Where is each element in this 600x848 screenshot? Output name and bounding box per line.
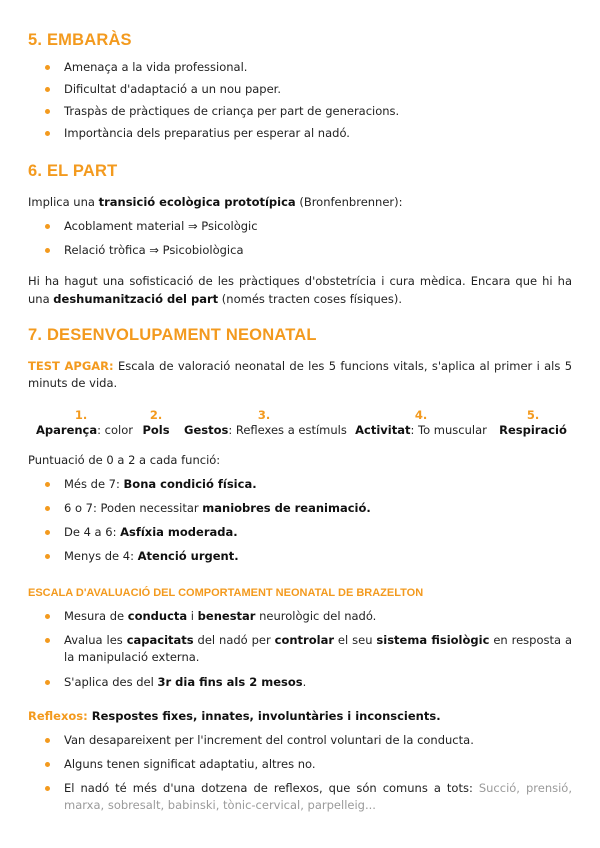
apgar-item-2 bbox=[136, 408, 176, 438]
list-item bbox=[28, 500, 572, 516]
section-7-title: 7. DESENVOLUPAMENT NEONATAL bbox=[28, 326, 317, 344]
apgar-label-text bbox=[136, 423, 176, 438]
apgar-item-1 bbox=[36, 408, 133, 438]
section-6-title: 6. EL PART bbox=[28, 162, 118, 180]
list-item bbox=[28, 780, 572, 814]
apgar-item-5 bbox=[494, 408, 572, 438]
bold-text: 3r dia fins als 2 mesos bbox=[157, 675, 303, 689]
text: : color bbox=[97, 423, 133, 437]
brazelton-list bbox=[28, 608, 572, 690]
text: Avalua les bbox=[64, 633, 127, 647]
bold-text: benestar bbox=[197, 609, 256, 623]
list-item bbox=[28, 674, 572, 690]
bold-text: deshumanització del part bbox=[53, 292, 219, 306]
text: del nadó per bbox=[193, 633, 275, 647]
apgar-number: 1. bbox=[74, 408, 88, 422]
apgar-items bbox=[28, 408, 572, 440]
bold-text: sistema fisiològic bbox=[376, 633, 490, 647]
text: (només tracten coses físiques). bbox=[218, 292, 402, 306]
text: Hi ha hagut una sofisticació de les pràctiques d'obstetrícia i cura mèdica. Encara que hi ha una bbox=[28, 274, 572, 306]
list-item: Acoblament material ⇒ Psicològic bbox=[28, 218, 572, 234]
list-item: Dificultat d'adaptació a un nou paper. bbox=[28, 81, 572, 97]
apgar-label-text bbox=[354, 423, 488, 438]
text: neurològic del nadó. bbox=[255, 609, 377, 623]
reflexes-list bbox=[28, 732, 572, 814]
apgar-label-text bbox=[36, 423, 133, 438]
reflexes-label: Reflexos: bbox=[28, 709, 88, 723]
list-item: Alguns tenen significat adaptatiu, altres no. bbox=[28, 756, 572, 772]
list-item bbox=[28, 608, 572, 624]
text: Menys de 4: bbox=[64, 549, 138, 563]
list-item: Traspàs de pràctiques de criança per part de generacions. bbox=[28, 103, 572, 119]
bold-text: Gestos bbox=[184, 423, 229, 437]
text: Mesura de bbox=[64, 609, 128, 623]
apgar-description bbox=[28, 358, 572, 392]
list-item bbox=[28, 548, 572, 564]
list-item: Relació tròfica ⇒ Psicobiològica bbox=[28, 242, 572, 258]
brazelton-title: ESCALA D'AVALUACIÓ DEL COMPORTAMENT NEONATAL DE BRAZELTON bbox=[28, 587, 424, 599]
apgar-label: TEST APGAR: bbox=[28, 359, 114, 373]
bold-text: maniobres de reanimació. bbox=[202, 501, 371, 515]
text: en resposta a la manipulació externa. bbox=[64, 633, 573, 664]
bold-text: Aparença bbox=[36, 423, 98, 437]
section-6-paragraph bbox=[28, 272, 572, 308]
list-item: Importància dels preparatius per esperar al nadó. bbox=[28, 125, 572, 141]
text: : Reflexes a estímuls bbox=[228, 423, 347, 437]
list-item bbox=[28, 632, 572, 666]
text: Implica una bbox=[28, 195, 99, 209]
text: 6 o 7: Poden necessitar bbox=[64, 501, 203, 515]
apgar-number: 2. bbox=[149, 408, 163, 422]
apgar-label-text bbox=[184, 423, 347, 438]
bold-text: Atenció urgent. bbox=[137, 549, 239, 563]
bold-text: transició ecològica prototípica bbox=[98, 195, 296, 209]
bold-text: Respiració bbox=[499, 423, 567, 437]
apgar-item-3 bbox=[184, 408, 347, 438]
bold-text: capacitats bbox=[126, 633, 194, 647]
section-5-title: 5. EMBARÀS bbox=[28, 31, 132, 49]
bold-text: Asfíxia moderada. bbox=[120, 525, 238, 539]
list-item: Amenaça a la vida professional. bbox=[28, 59, 572, 75]
apgar-number: 3. bbox=[257, 408, 271, 422]
score-intro: Puntuació de 0 a 2 a cada funció: bbox=[28, 453, 221, 467]
bold-text: Pols bbox=[142, 423, 170, 437]
bold-text: Respostes fixes, innates, involuntàries i inconscients. bbox=[87, 709, 441, 723]
section-6-list bbox=[28, 218, 572, 258]
reflexes-intro bbox=[28, 708, 572, 724]
muted-text: Succió, prensió, marxa, sobresalt, babinski, tònic-cervical, parpelleig... bbox=[64, 781, 572, 812]
text: Escala de valoració neonatal de les 5 funcions vitals, s'aplica al primer i als 5 minuts de vida. bbox=[28, 359, 573, 390]
list-item bbox=[28, 476, 572, 492]
text: De 4 a 6: bbox=[64, 525, 121, 539]
text: El nadó té més d'una dotzena de reflexos, que són comuns a tots: bbox=[64, 781, 479, 795]
text: . bbox=[302, 675, 307, 689]
bold-text: Bona condició física. bbox=[123, 477, 257, 491]
apgar-number: 4. bbox=[414, 408, 428, 422]
apgar-item-4 bbox=[354, 408, 488, 438]
text: (Bronfenbrenner): bbox=[295, 195, 403, 209]
list-item bbox=[28, 524, 572, 540]
text: S'aplica des del bbox=[64, 675, 158, 689]
apgar-number: 5. bbox=[526, 408, 540, 422]
list-item: Van desapareixent per l'increment del control voluntari de la conducta. bbox=[28, 732, 572, 748]
section-5-list bbox=[28, 59, 572, 141]
text: : To muscular bbox=[410, 423, 487, 437]
bold-text: conducta bbox=[127, 609, 188, 623]
text: el seu bbox=[334, 633, 377, 647]
text: i bbox=[187, 609, 198, 623]
bold-text: Activitat bbox=[355, 423, 411, 437]
section-6-intro bbox=[28, 194, 572, 210]
bold-text: controlar bbox=[274, 633, 335, 647]
text: Més de 7: bbox=[64, 477, 124, 491]
apgar-label-text bbox=[494, 423, 572, 438]
score-list bbox=[28, 476, 572, 564]
